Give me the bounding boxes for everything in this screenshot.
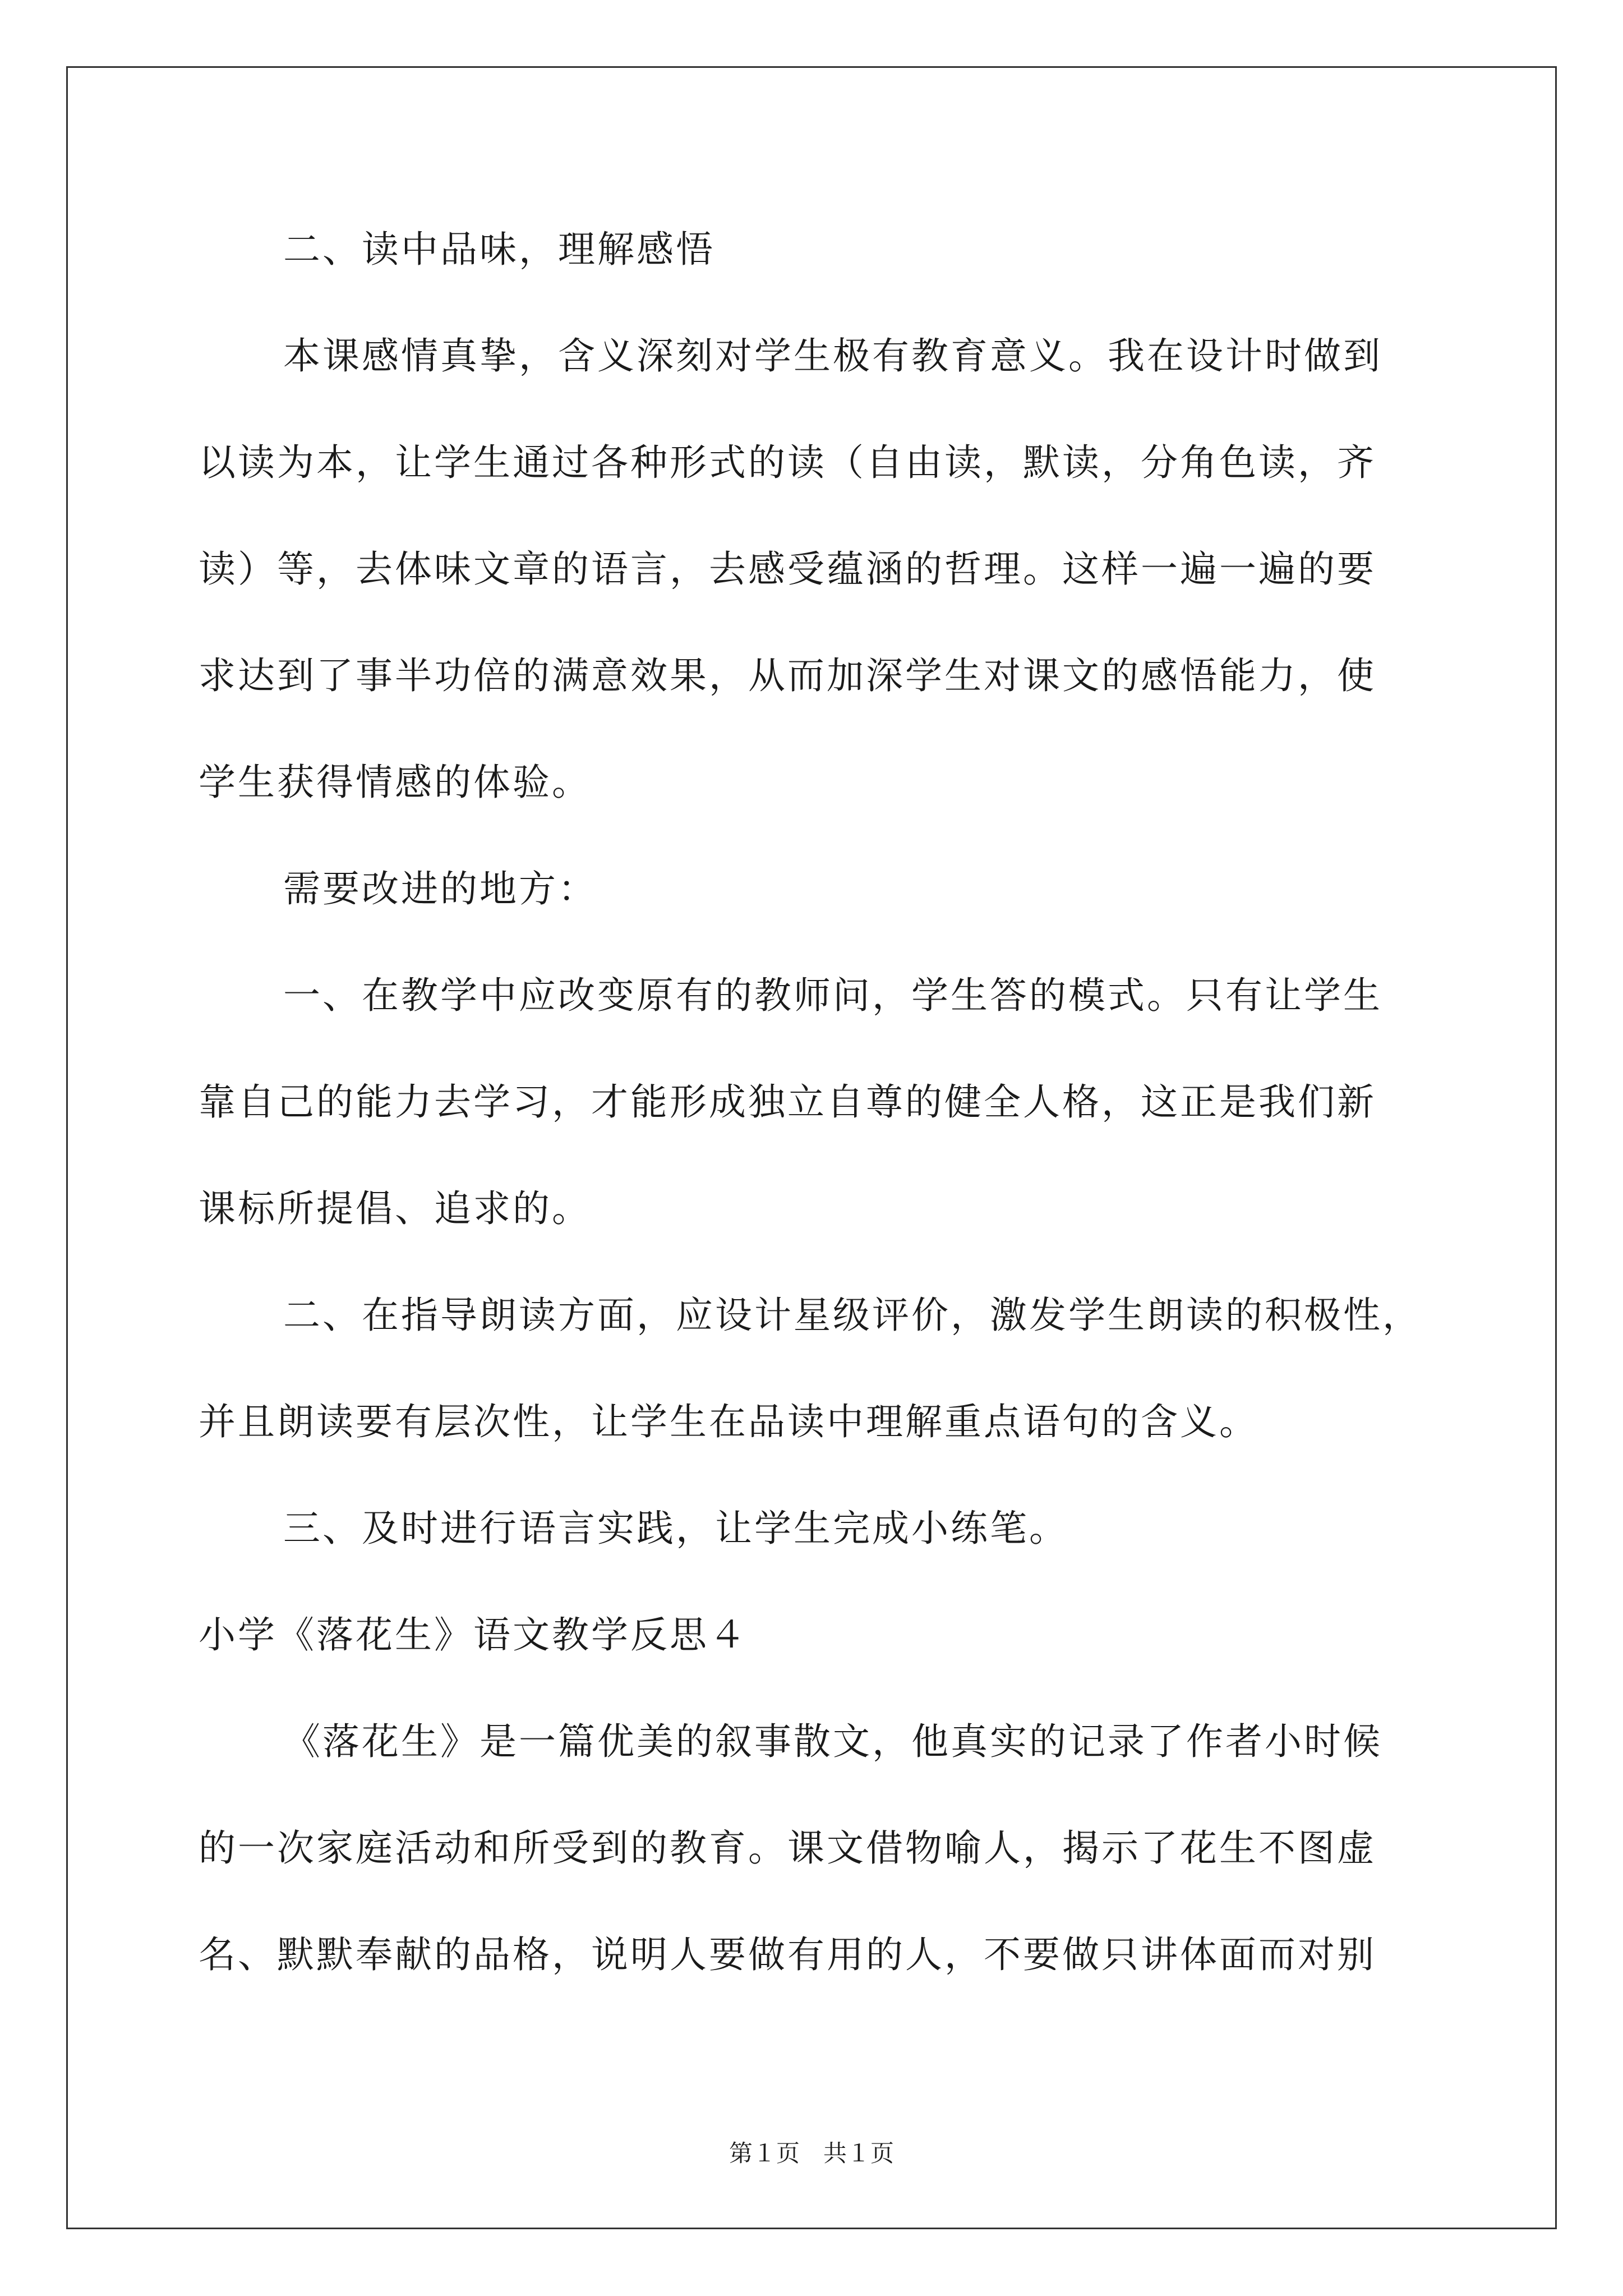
paragraph-line: 二、在指导朗读方面，应设计星级评价，激发学生朗读的积极性， <box>283 1294 1422 1337</box>
paragraph-line: 《落花生》是一篇优美的叙事散文，他真实的记录了作者小时候 <box>283 1720 1382 1763</box>
paragraph-line: 读）等，去体味文章的语言，去感受蕴涵的哲理。这样一遍一遍的要 <box>199 547 1376 591</box>
paragraph-line: 并且朗读要有层次性，让学生在品读中理解重点语句的含义。 <box>199 1400 1258 1443</box>
paragraph-line: 靠自己的能力去学习，才能形成独立自尊的健全人格，这正是我们新 <box>199 1080 1376 1124</box>
paragraph-line: 的一次家庭活动和所受到的教育。课文借物喻人，揭示了花生不图虚 <box>199 1826 1376 1870</box>
paragraph-line: 求达到了事半功倍的满意效果，从而加深学生对课文的感悟能力，使 <box>199 654 1376 697</box>
paragraph-line: 名、默默奉献的品格，说明人要做有用的人，不要做只讲体面而对别 <box>199 1933 1376 1976</box>
section-heading-improvements: 需要改进的地方： <box>283 867 597 910</box>
paragraph-line: 一、在教学中应改变原有的教师问，学生答的模式。只有让学生 <box>283 974 1382 1017</box>
page-border <box>66 66 1557 2229</box>
article-title: 小学《落花生》语文教学反思４ <box>199 1613 748 1657</box>
page-number-footer: 第１页 共１页 <box>728 2139 894 2167</box>
paragraph-line: 以读为本，让学生通过各种形式的读（自由读，默读，分角色读，齐 <box>199 441 1376 484</box>
paragraph-line: 本课感情真挚，含义深刻对学生极有教育意义。我在设计时做到 <box>283 334 1382 378</box>
paragraph-line: 课标所提倡、追求的。 <box>199 1187 591 1230</box>
paragraph-line: 三、及时进行语言实践，让学生完成小练笔。 <box>283 1507 1068 1550</box>
section-heading-reading: 二、读中品味，理解感悟 <box>283 228 715 271</box>
paragraph-line: 学生获得情感的体验。 <box>199 761 591 804</box>
